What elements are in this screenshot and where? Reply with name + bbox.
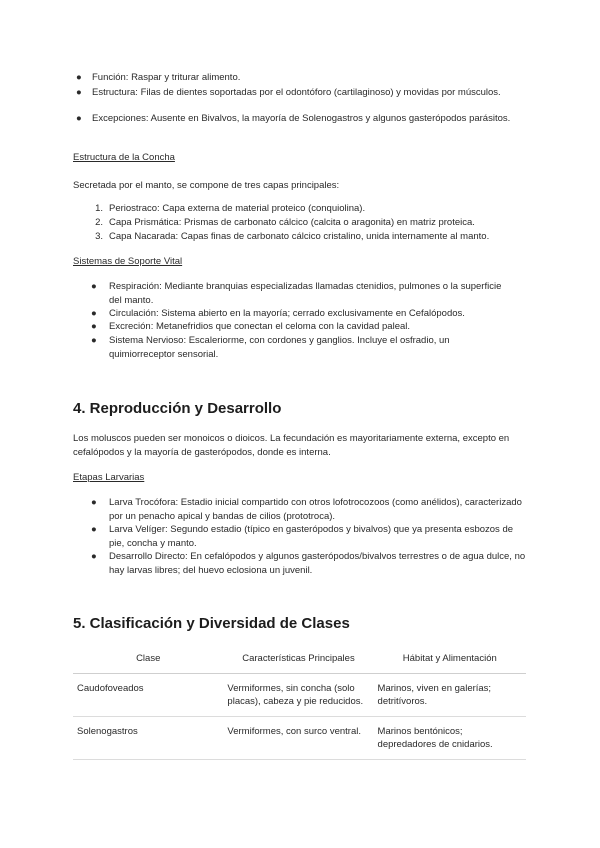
table-cell: Solenogastros xyxy=(73,717,223,760)
table-cell: Vermiformes, con surco ventral. xyxy=(223,717,373,760)
section-5-title: 5. Clasificación y Diversidad de Clases xyxy=(73,615,350,632)
list-item: ● Respiración: Mediante branquias especializadas llamadas ctenidios, pulmones o la superficie del manto. xyxy=(91,281,502,306)
classes-table xyxy=(73,644,526,760)
list-item: ● Estructura: Filas de dientes soportadas por el odontóforo (cartilaginoso) y movidas por músculos. xyxy=(76,87,501,98)
column-header: Características Principales xyxy=(223,644,373,674)
table-row xyxy=(73,674,526,717)
section-4-title: 4. Reproducción y Desarrollo xyxy=(73,400,282,417)
table-cell: Vermiformes, sin concha (solo placas), cabeza y pie reducidos. xyxy=(223,674,373,717)
list-item: ● Desarrollo Directo: En cefalópodos y algunos gasterópodos/bivalvos terrestres o de agua dulce, no hay larvas libres; del huevo eclosiona un juvenil. xyxy=(91,551,526,576)
list-item: ● Función: Raspar y triturar alimento. xyxy=(76,72,241,83)
list-item: ● Circulación: Sistema abierto en la mayoría; cerrado exclusivamente en Cefalópodos. xyxy=(91,308,465,319)
list-item: ● Excreción: Metanefridios que conectan el celoma con la cavidad paleal. xyxy=(91,321,411,332)
list-item: 1. Periostraco: Capa externa de material proteico (conquiolina). xyxy=(95,203,366,214)
table-cell: Marinos, viven en galerías; detritívoros. xyxy=(374,674,526,717)
table-cell: Marinos bentónicos; depredadores de cnidarios. xyxy=(374,717,526,760)
table-cell: Caudofoveados xyxy=(73,674,223,717)
shell-intro: Secretada por el manto, se compone de tres capas principales: xyxy=(73,180,340,191)
list-item: 3. Capa Nacarada: Capas finas de carbonato cálcico cristalino, unida internamente al manto. xyxy=(95,231,490,242)
table-row xyxy=(73,717,526,760)
larval-stages-heading: Etapas Larvarias xyxy=(73,472,145,483)
list-item: 2. Capa Prismática: Prismas de carbonato cálcico (calcita o aragonita) en matriz proteica. xyxy=(95,217,475,228)
list-item: ● Larva Velíger: Segundo estadio (típico en gasterópodos y bivalvos) que ya presenta esbozos de pie, concha y manto. xyxy=(91,524,514,549)
list-item: ● Excepciones: Ausente en Bivalvos, la mayoría de Solenogastros y algunos gasterópodos parásitos. xyxy=(76,113,511,124)
column-header: Clase xyxy=(73,644,223,674)
column-header: Hábitat y Alimentación xyxy=(374,644,526,674)
reproduction-paragraph: Los moluscos pueden ser monoicos o dioicos. La fecundación es mayoritariamente externa, excepto en cefalópodos y la mayoría de gasterópodos, donde es interna. xyxy=(73,433,510,458)
list-item: ● Sistema Nervioso: Escaleriorme, con cordones y ganglios. Incluye el osfradio, un quimiorreceptor sensorial. xyxy=(91,335,450,360)
list-item: ● Larva Trocófora: Estadio inicial compartido con otros lofotrocozoos (como anélidos), caracterizado por un penacho apical y bandas de cilios (prototroca). xyxy=(91,497,522,522)
shell-structure-heading: Estructura de la Concha xyxy=(73,152,175,163)
table-header-row xyxy=(73,644,526,674)
vital-systems-heading: Sistemas de Soporte Vital xyxy=(73,256,183,267)
